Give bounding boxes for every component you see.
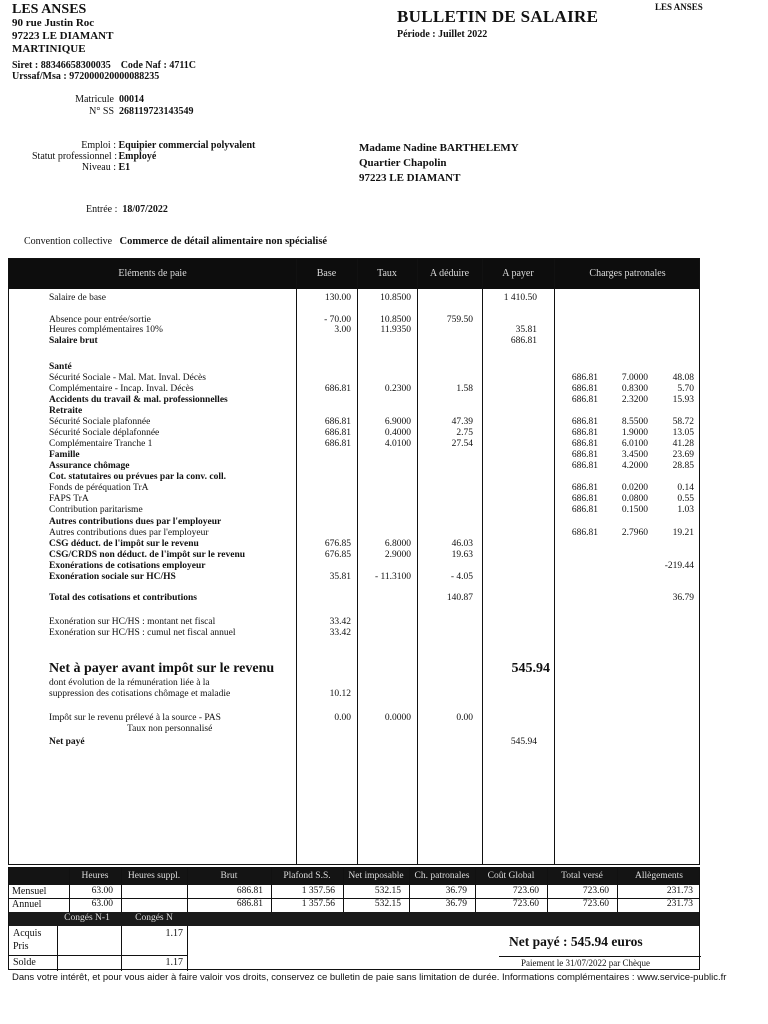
leave-header-cell: Congés N bbox=[135, 913, 173, 923]
company-address bbox=[12, 17, 113, 56]
entry-value: 18/07/2022 bbox=[122, 204, 168, 215]
net-before-tax-sub: dont évolution de la rémunération liée à la bbox=[49, 678, 210, 688]
summary-cell: 1 357.56 bbox=[301, 899, 335, 909]
summary-table bbox=[8, 867, 700, 970]
summary-cell: 532.15 bbox=[374, 899, 401, 909]
row-charge-montant: 36.79 bbox=[672, 593, 694, 603]
row-label: Autres contributions dues par l'employeur bbox=[49, 517, 222, 527]
row-payer: 35.81 bbox=[515, 325, 537, 335]
leave-row-label: Pris bbox=[13, 941, 29, 952]
row-charge-base: 686.81 bbox=[571, 528, 598, 538]
tax-label: Impôt sur le revenu prélevé à la source - PAS bbox=[49, 713, 221, 723]
row-label: CSG déduct. de l'impôt sur le revenu bbox=[49, 539, 199, 549]
employee-job bbox=[32, 140, 255, 173]
row-charge-base: 686.81 bbox=[571, 428, 598, 438]
row-payer: 1 410.50 bbox=[503, 293, 537, 303]
summary-header-cell: Brut bbox=[220, 871, 238, 881]
row-charge-montant: 5.70 bbox=[677, 384, 694, 394]
row-charge-base: 686.81 bbox=[571, 494, 598, 504]
recipient-address bbox=[359, 141, 519, 186]
niveau-label: Niveau : bbox=[81, 162, 116, 173]
summary-divider bbox=[69, 868, 70, 912]
summary-divider bbox=[121, 868, 122, 912]
ss-value: 268119723143549 bbox=[119, 106, 194, 117]
row-charge-taux: 8.5500 bbox=[621, 417, 648, 427]
summary-header-cell: Ch. patronales bbox=[414, 871, 470, 881]
row-charge-montant: 15.93 bbox=[672, 395, 694, 405]
naf-value: 4711C bbox=[169, 60, 196, 71]
niveau-value: E1 bbox=[118, 162, 131, 173]
siret-label: Siret : bbox=[12, 60, 39, 71]
net-before-tax-sub-base: 10.12 bbox=[329, 689, 351, 699]
row-label: Total des cotisations et contributions bbox=[49, 593, 197, 603]
summary-cell: 63.00 bbox=[91, 886, 113, 896]
summary-header-cell: Heures bbox=[81, 871, 109, 881]
summary-row-label: Mensuel bbox=[12, 886, 47, 897]
summary-cell: 231.73 bbox=[666, 886, 693, 896]
leave-row-label: Acquis bbox=[13, 928, 42, 939]
summary-cell: 532.15 bbox=[374, 886, 401, 896]
row-base: 676.85 bbox=[324, 550, 351, 560]
document-title: BULLETIN DE SALAIRE bbox=[397, 7, 599, 26]
header-payer: A payer bbox=[502, 268, 534, 279]
summary-cell: 36.79 bbox=[445, 886, 467, 896]
net-paid-big: Net payé : 545.94 euros bbox=[509, 934, 643, 949]
summary-header-cell: Heures suppl. bbox=[127, 871, 181, 881]
row-charge-taux: 4.2000 bbox=[621, 461, 648, 471]
row-label: Salaire brut bbox=[49, 336, 98, 346]
row-charge-montant: 28.85 bbox=[672, 461, 694, 471]
emploi-label: Emploi : bbox=[81, 140, 116, 151]
employee-ids bbox=[74, 94, 193, 118]
row-taux: 10.8500 bbox=[380, 315, 411, 325]
convention-label: Convention collective bbox=[24, 236, 113, 247]
header-base: Base bbox=[316, 268, 337, 279]
row-label: Famille bbox=[49, 450, 80, 460]
row-deduire: - 4.05 bbox=[450, 572, 473, 582]
summary-header-cell: Coût Global bbox=[487, 871, 535, 881]
row-base: 686.81 bbox=[324, 384, 351, 394]
row-label: Cot. statutaires ou prévues par la conv. coll. bbox=[49, 472, 226, 482]
row-label: Fonds de péréquation TrA bbox=[49, 483, 149, 493]
row-taux: 4.0100 bbox=[384, 439, 411, 449]
leave-header-cell: Congés N-1 bbox=[64, 913, 110, 923]
leave-row-label: Solde bbox=[13, 957, 36, 968]
summary-cell: 686.81 bbox=[236, 899, 263, 909]
company-name: LES ANSES bbox=[12, 2, 87, 17]
row-base: 686.81 bbox=[324, 417, 351, 427]
summary-cell: 1 357.56 bbox=[301, 886, 335, 896]
row-label: Exonération sur HC/HS : cumul net fiscal annuel bbox=[49, 628, 236, 638]
summary-divider bbox=[187, 868, 188, 912]
convention-value: Commerce de détail alimentaire non spécialisé bbox=[119, 236, 328, 247]
header-taux: Taux bbox=[377, 268, 397, 279]
company-address-line: MARTINIQUE bbox=[12, 43, 86, 55]
leave-divider bbox=[187, 926, 188, 971]
row-charge-montant: 41.28 bbox=[672, 439, 694, 449]
row-taux: 6.8000 bbox=[384, 539, 411, 549]
summary-header-cell: Plafond S.S. bbox=[283, 871, 331, 881]
row-charge-base: 686.81 bbox=[571, 450, 598, 460]
row-charge-montant: -219.44 bbox=[664, 561, 694, 571]
row-base: 676.85 bbox=[324, 539, 351, 549]
summary-cell: 63.00 bbox=[91, 899, 113, 909]
payment-divider bbox=[499, 956, 701, 957]
row-deduire: 46.03 bbox=[451, 539, 473, 549]
row-label: Santé bbox=[49, 362, 72, 372]
row-taux: 2.9000 bbox=[384, 550, 411, 560]
row-label: Complémentaire Tranche 1 bbox=[49, 439, 153, 449]
entry-label: Entrée : bbox=[86, 204, 118, 215]
summary-cell: 723.60 bbox=[582, 899, 609, 909]
row-deduire: 2.75 bbox=[456, 428, 473, 438]
row-label: Autres contributions dues par l'employeur bbox=[49, 528, 209, 538]
row-charge-base: 686.81 bbox=[571, 384, 598, 394]
summary-divider bbox=[343, 868, 344, 912]
leave-acquis-n: 1.17 bbox=[165, 928, 183, 939]
recipient-address-line: 97223 LE DIAMANT bbox=[359, 172, 461, 184]
row-charge-montant: 13.05 bbox=[672, 428, 694, 438]
row-base: 130.00 bbox=[324, 293, 351, 303]
row-charge-montant: 1.03 bbox=[677, 505, 694, 515]
row-charge-taux: 0.0200 bbox=[621, 483, 648, 493]
row-taux: 10.8500 bbox=[380, 293, 411, 303]
emploi-value: Equipier commercial polyvalent bbox=[118, 140, 256, 151]
row-deduire: 1.58 bbox=[456, 384, 473, 394]
recipient-address-line: Quartier Chapolin bbox=[359, 157, 447, 169]
summary-header bbox=[9, 868, 699, 885]
corner-brand: LES ANSES bbox=[655, 2, 703, 12]
leave-solde-n: 1.17 bbox=[165, 957, 183, 968]
column-divider bbox=[482, 259, 483, 864]
row-label: FAPS TrA bbox=[49, 494, 89, 504]
row-deduire: 27.54 bbox=[451, 439, 473, 449]
row-charge-montant: 58.72 bbox=[672, 417, 694, 427]
row-charge-base: 686.81 bbox=[571, 483, 598, 493]
net-before-tax-sub: suppression des cotisations chômage et maladie bbox=[49, 689, 231, 699]
naf-label: Code Naf : bbox=[120, 60, 167, 71]
statut-label: Statut professionnel : bbox=[32, 151, 117, 162]
summary-cell: 723.60 bbox=[582, 886, 609, 896]
row-charge-base: 686.81 bbox=[571, 439, 598, 449]
summary-divider bbox=[271, 868, 272, 912]
summary-cell: 723.60 bbox=[512, 899, 539, 909]
row-label: Sécurité Sociale déplafonnée bbox=[49, 428, 160, 438]
summary-divider bbox=[475, 868, 476, 912]
entry-date bbox=[86, 204, 168, 215]
tax-deduire: 0.00 bbox=[456, 713, 473, 723]
statut-value: Employé bbox=[118, 151, 157, 162]
row-base: 33.42 bbox=[329, 617, 351, 627]
header-deduire: A déduire bbox=[429, 268, 470, 279]
summary-divider bbox=[409, 868, 410, 912]
matricule-value: 00014 bbox=[119, 94, 144, 105]
row-charge-taux: 1.9000 bbox=[621, 428, 648, 438]
column-divider bbox=[554, 259, 555, 864]
row-base: 686.81 bbox=[324, 439, 351, 449]
row-label: Exonérations de cotisations employeur bbox=[49, 561, 206, 571]
row-charge-taux: 2.7960 bbox=[621, 528, 648, 538]
tax-taux: 0.0000 bbox=[384, 713, 411, 723]
row-base: - 70.00 bbox=[324, 315, 351, 325]
row-charge-taux: 6.0100 bbox=[621, 439, 648, 449]
row-deduire: 19.63 bbox=[451, 550, 473, 560]
row-label: CSG/CRDS non déduct. de l'impôt sur le revenu bbox=[49, 550, 246, 560]
summary-divider bbox=[617, 868, 618, 912]
row-taux: 6.9000 bbox=[384, 417, 411, 427]
summary-cell: 723.60 bbox=[512, 886, 539, 896]
collective-agreement bbox=[24, 236, 327, 247]
ss-label: N° SS bbox=[89, 106, 114, 117]
leave-header bbox=[9, 912, 699, 926]
row-taux: 11.9350 bbox=[380, 325, 411, 335]
row-charge-base: 686.81 bbox=[571, 461, 598, 471]
row-label: Complémentaire - Incap. Inval. Décès bbox=[49, 384, 194, 394]
row-label: Exonération sur HC/HS : montant net fiscal bbox=[49, 617, 216, 627]
row-charge-montant: 19.21 bbox=[672, 528, 694, 538]
row-deduire: 47.39 bbox=[451, 417, 473, 427]
row-taux: 0.4000 bbox=[384, 428, 411, 438]
recipient-name: Madame Nadine BARTHELEMY bbox=[359, 142, 519, 154]
row-deduire: 759.50 bbox=[446, 315, 473, 325]
column-divider bbox=[417, 259, 418, 864]
payment-note: Paiement le 31/07/2022 par Chèque bbox=[521, 958, 650, 968]
urssaf-value: 972000020000088235 bbox=[69, 71, 160, 82]
row-taux: - 11.3100 bbox=[374, 572, 411, 582]
row-charge-base: 686.81 bbox=[571, 395, 598, 405]
row-base: 686.81 bbox=[324, 428, 351, 438]
row-charge-base: 686.81 bbox=[571, 505, 598, 515]
summary-cell: 686.81 bbox=[236, 886, 263, 896]
tax-sublabel: Taux non personnalisé bbox=[127, 724, 213, 734]
row-charge-montant: 0.55 bbox=[677, 494, 694, 504]
summary-cell: 36.79 bbox=[445, 899, 467, 909]
net-paid-amount: 545.94 bbox=[510, 737, 537, 747]
row-label: Salaire de base bbox=[49, 293, 106, 303]
net-paid-label: Net payé bbox=[49, 737, 85, 747]
header-charges: Charges patronales bbox=[589, 268, 666, 279]
row-charge-taux: 3.4500 bbox=[621, 450, 648, 460]
row-label: Retraite bbox=[49, 406, 83, 416]
summary-row-label: Annuel bbox=[12, 899, 42, 910]
summary-header-cell: Allègements bbox=[634, 871, 683, 881]
footer-note: Dans votre intérêt, et pour vous aider à faire valoir vos droits, conservez ce bulletin de paie sans limitation de durée. Informations complémentaires : www.service-public.fr bbox=[12, 972, 727, 983]
table-header bbox=[9, 259, 699, 289]
row-charge-montant: 0.14 bbox=[677, 483, 694, 493]
row-label: Contribution paritarisme bbox=[49, 505, 143, 515]
summary-header-cell: Total versé bbox=[561, 871, 603, 881]
column-divider bbox=[296, 259, 297, 864]
row-label: Heures complémentaires 10% bbox=[49, 325, 163, 335]
column-divider bbox=[357, 259, 358, 864]
row-charge-base: 686.81 bbox=[571, 373, 598, 383]
row-payer: 686.81 bbox=[510, 336, 537, 346]
leave-divider bbox=[57, 926, 58, 971]
row-charge-base: 686.81 bbox=[571, 417, 598, 427]
row-label: Sécurité Sociale plafonnée bbox=[49, 417, 151, 427]
row-base: 33.42 bbox=[329, 628, 351, 638]
row-label: Absence pour entrée/sortie bbox=[49, 315, 151, 325]
row-base: 35.81 bbox=[329, 572, 351, 582]
pay-period: Période : Juillet 2022 bbox=[397, 29, 488, 40]
siret-value: 88346658300035 bbox=[40, 60, 111, 71]
row-charge-taux: 0.0800 bbox=[621, 494, 648, 504]
company-address-line: 97223 LE DIAMANT bbox=[12, 30, 114, 42]
leave-row-divider bbox=[9, 955, 187, 956]
summary-divider bbox=[547, 868, 548, 912]
net-before-tax-label: Net à payer avant impôt sur le revenu bbox=[49, 661, 275, 676]
header-elements: Eléments de paie bbox=[118, 268, 187, 279]
row-charge-taux: 7.0000 bbox=[621, 373, 648, 383]
tax-base: 0.00 bbox=[334, 713, 351, 723]
row-label: Accidents du travail & mal. professionnelles bbox=[49, 395, 228, 405]
row-deduire: 140.87 bbox=[446, 593, 473, 603]
company-address-line: 90 rue Justin Roc bbox=[12, 17, 95, 29]
row-base: 3.00 bbox=[334, 325, 351, 335]
row-label: Exonération sociale sur HC/HS bbox=[49, 572, 176, 582]
payslip-table bbox=[8, 258, 700, 865]
summary-header-cell: Net imposable bbox=[348, 871, 404, 881]
row-label: Assurance chômage bbox=[49, 461, 130, 471]
row-charge-taux: 0.8300 bbox=[621, 384, 648, 394]
row-charge-taux: 0.1500 bbox=[621, 505, 648, 515]
net-before-tax-amount: 545.94 bbox=[511, 661, 550, 676]
row-taux: 0.2300 bbox=[384, 384, 411, 394]
row-charge-taux: 2.3200 bbox=[621, 395, 648, 405]
matricule-label: Matricule bbox=[75, 94, 114, 105]
row-charge-montant: 48.08 bbox=[672, 373, 694, 383]
row-charge-montant: 23.69 bbox=[672, 450, 694, 460]
employer-ids bbox=[12, 60, 196, 82]
urssaf-label: Urssaf/Msa : bbox=[12, 71, 67, 82]
row-label: Sécurité Sociale - Mal. Mat. Inval. Décès bbox=[49, 373, 206, 383]
summary-cell: 231.73 bbox=[666, 899, 693, 909]
